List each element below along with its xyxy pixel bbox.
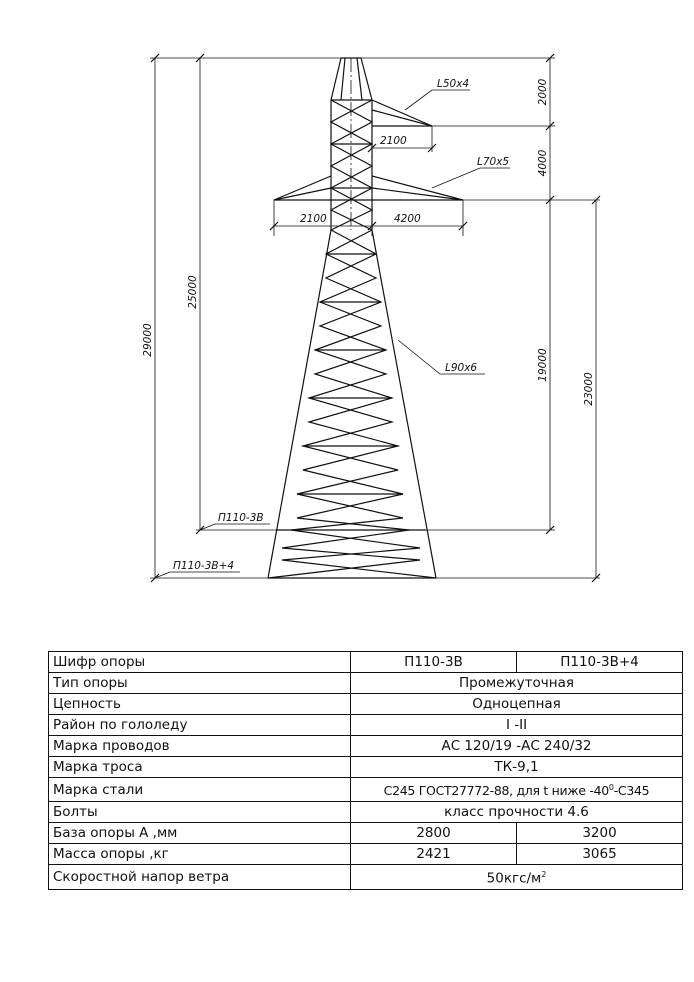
table-row <box>49 802 683 823</box>
row-label: Цепность <box>49 694 351 715</box>
dim-label-19000: 19000 <box>537 348 549 382</box>
steel-value-tail: -С345 <box>613 783 650 799</box>
dim-label-2100-top: 2100 <box>380 135 407 147</box>
dim-label-2000: 2000 <box>537 78 549 106</box>
type-value: Промежуточная <box>351 673 683 694</box>
dim-label-25000: 25000 <box>187 275 199 309</box>
row-label: Марка стали <box>49 778 351 802</box>
wind-value <box>351 865 683 890</box>
dim-label-23000: 23000 <box>583 372 595 406</box>
ice-value: I -II <box>351 715 683 736</box>
square-sup: 2 <box>541 870 547 880</box>
dim-label-4200: 4200 <box>394 213 421 225</box>
profile-label-l50: L50x4 <box>437 78 470 90</box>
rope-value: ТК-9,1 <box>351 757 683 778</box>
table-row <box>49 778 683 802</box>
dim-label-29000: 29000 <box>142 323 154 357</box>
row-label: Скоростной напор ветра <box>49 865 351 890</box>
base-value-2: 3200 <box>517 823 683 844</box>
base-value-1: 2800 <box>351 823 517 844</box>
steel-value-main: С245 ГОСТ27772-88, для t ниже -40 <box>383 783 609 799</box>
wires-value: АС 120/19 -АС 240/32 <box>351 736 683 757</box>
level-label-p110-4: П110-3В+4 <box>173 560 235 572</box>
row-label: Район по гололеду <box>49 715 351 736</box>
row-label: Тип опоры <box>49 673 351 694</box>
level-label-p110: П110-3В <box>218 512 264 524</box>
row-label: Шифр опоры <box>49 652 351 673</box>
cipher-value-1: П110-3В <box>351 652 517 673</box>
dim-label-4000: 4000 <box>537 149 549 177</box>
profile-label-l70: L70x5 <box>477 156 510 168</box>
bolts-value: класс прочности 4.6 <box>351 802 683 823</box>
table-row <box>49 652 683 673</box>
table-row <box>49 673 683 694</box>
chains-value: Одноцепная <box>351 694 683 715</box>
profile-label-l90: L90x6 <box>445 362 478 374</box>
row-label: Марка проводов <box>49 736 351 757</box>
table-row <box>49 715 683 736</box>
row-label: Болты <box>49 802 351 823</box>
specification-table <box>48 651 683 890</box>
table-row <box>49 694 683 715</box>
table-row <box>49 865 683 890</box>
table-row <box>49 823 683 844</box>
dim-label-2100-left: 2100 <box>300 213 327 225</box>
mass-value-2: 3065 <box>517 844 683 865</box>
cipher-value-2: П110-3В+4 <box>517 652 683 673</box>
table-row <box>49 844 683 865</box>
steel-value <box>351 778 683 802</box>
row-label: Марка троса <box>49 757 351 778</box>
table-row <box>49 736 683 757</box>
degree-sup: 0 <box>608 783 614 792</box>
wind-value-main: 50кгс/м <box>486 870 542 887</box>
mass-value-1: 2421 <box>351 844 517 865</box>
table-row <box>49 757 683 778</box>
row-label: База опоры А ,мм <box>49 823 351 844</box>
row-label: Масса опоры ,кг <box>49 844 351 865</box>
